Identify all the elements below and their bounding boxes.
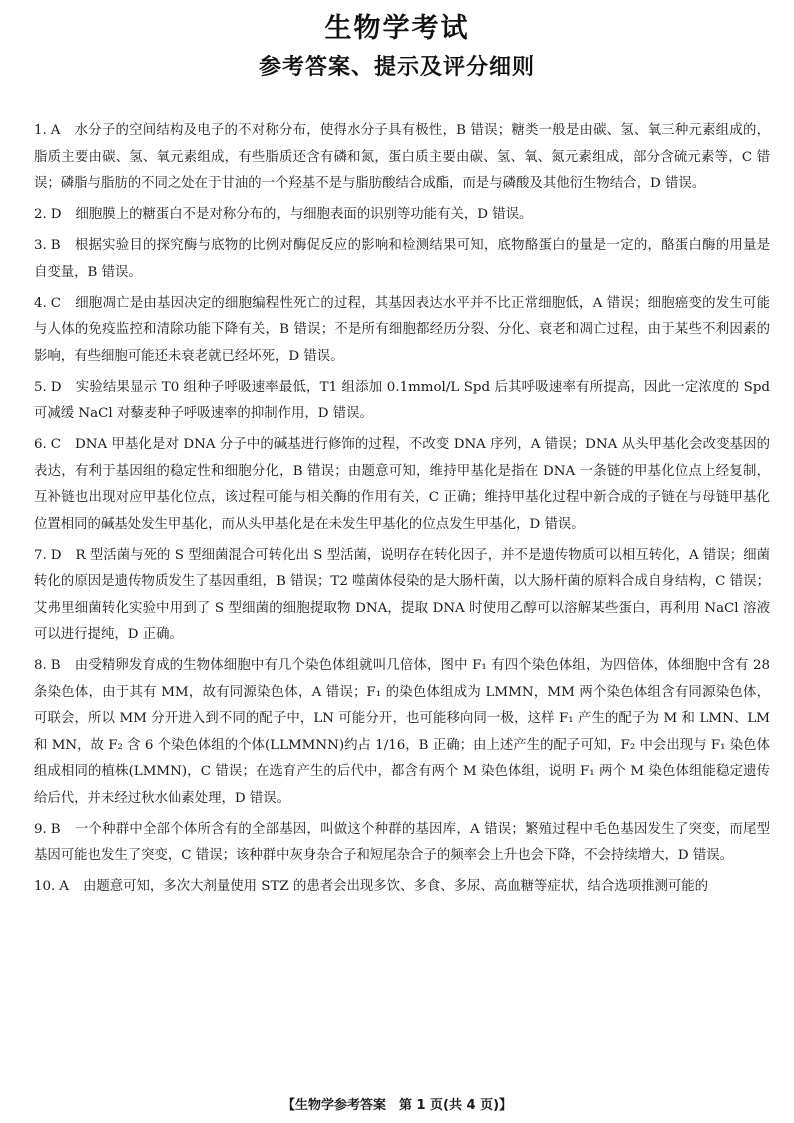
item-answer: A — [59, 879, 69, 894]
item-explanation: 细胞凋亡是由基因决定的细胞编程性死亡的过程，其基因表达水平并不比正常细胞低，A 错误；细胞癌变的发生可能与人体的免疫监控和清除功能下降有关，B 错误；不是所有细胞都经历分裂、分化、衰老和凋亡过程，由于某些不利因素的影响，有些细胞可能还未衰老就已经坏死，D 错误。 — [34, 295, 770, 364]
answer-item-5 — [34, 375, 770, 428]
item-answer: C — [50, 295, 62, 311]
page-subtitle: 参考答案、提示及评分细则 — [258, 55, 535, 80]
page-footer: 【生物学参考答案 第 1 页(共 4 页)】 — [281, 1098, 513, 1113]
item-explanation: 由题意可知，多次大剂量使用 STZ 的患者会出现多饮、多食、多尿、高血糖等症状，结合选项推测可能的 — [82, 879, 709, 894]
item-answer: D — [50, 547, 62, 563]
item-explanation: 水分子的空间结构及电子的不对称分布，使得水分子具有极性，B 错误；糖类一般是由碳、氢、氧三种元素组成的，脂质主要由碳、氢、氧元素组成，有些脂质还含有磷和氮，蛋白质主要由碳、氢、氧、氮元素组成，部分含硫元素等，C 错误；磷脂与脂肪的不同之处在于甘油的一个羟基不是与脂肪酸结合成酯，而是与磷酸及其他衍生物结合，D 错误。 — [34, 123, 770, 191]
item-number: 8. — [34, 658, 47, 673]
item-number: 3. — [34, 238, 47, 253]
item-explanation: 根据实验目的探究酶与底物的比例对酶促反应的影响和检测结果可知，底物酪蛋白的量是一定的，酪蛋白酶的用量是自变量，B 错误。 — [34, 238, 770, 280]
answer-item-1 — [34, 118, 770, 198]
item-number: 5. — [34, 379, 47, 395]
item-number: 6. — [34, 437, 47, 452]
item-explanation: 实验结果显示 T0 组种子呼吸速率最低，T1 组添加 0.1mmol/L Spd 后其呼吸速率有所提高，因此一定浓度的 Spd 可减缓 NaCl 对藜麦种子呼吸速率的抑制作用，D 错误。 — [34, 379, 770, 421]
item-number: 7. — [34, 547, 47, 563]
item-explanation: 由受精卵发育成的生物体细胞中有几个染色体组就叫几倍体，图中 F₁ 有四个染色体组，为四倍体，体细胞中含有 28 条染色体，由于其有 MM，故有同源染色体，A 错误；F₁ 的染色体组成为 LMMN，MM 两个染色体组含有同源染色体，可联会，所以 MM 分开进入到不同的配子中，LN 可能分开，也可能移向同一极，这样 F₁ 产生的配子为 M 和 LMN、LM 和 MN，故 F₂ 含 6 个染色体组的个体(LLMMNN)约占 1/16，B 正确；由上述产生的配子可知，F₂ 中会出现与 F₁ 染色体组成相同的植株(LMMN)，C 错误；在选育产生的后代中，都含有两个 M 染色体组，说明 F₁ 两个 M 染色体组能稳定遗传给后代，并未经过秋水仙素处理，D 错误。 — [34, 658, 770, 806]
item-number: 2. — [34, 207, 47, 222]
item-number: 4. — [34, 295, 47, 311]
item-answer: B — [50, 821, 61, 837]
item-answer: D — [50, 379, 62, 395]
answer-item-9 — [34, 817, 770, 870]
item-answer: A — [50, 123, 61, 138]
answer-list — [34, 118, 770, 905]
item-number: 9. — [34, 821, 47, 837]
answer-item-7 — [34, 543, 770, 649]
item-explanation: DNA 甲基化是对 DNA 分子中的碱基进行修饰的过程，不改变 DNA 序列，A 错误；DNA 从头甲基化会改变基因的表达，有利于基因组的稳定性和细胞分化，B 错误；由题意可知，维持甲基化是指在 DNA 一条链的甲基化位点上经复制，互补链也出现对应甲基化位点，该过程可能与相关酶的作用有关，C 正确；维持甲基化过程中新合成的子链在与母链甲基化位置相同的碱基处发生甲基化，而从头甲基化是在未发生甲基化的位点发生甲基化，D 错误。 — [34, 437, 770, 532]
item-number: 1. — [34, 123, 47, 138]
item-answer: D — [50, 207, 62, 222]
item-number: 10. — [34, 879, 56, 894]
answer-item-6 — [34, 432, 770, 538]
item-explanation: R 型活菌与死的 S 型细菌混合可转化出 S 型活菌，说明存在转化因子，并不是遗传物质可以相互转化，A 错误；细菌转化的原因是遗传物质发生了基因重组，B 错误；T2 噬菌体侵染的是大肠杆菌，以大肠杆菌的原料合成自身结构，C 错误；艾弗里细菌转化实验中用到了 S 型细菌的细胞提取物 DNA，提取 DNA 时使用乙醇可以溶解某些蛋白，再利用 NaCl 溶液可以进行提纯，D 正确。 — [34, 547, 770, 642]
item-explanation: 细胞膜上的糖蛋白不是对称分布的，与细胞表面的识别等功能有关，D 错误。 — [75, 207, 533, 222]
answer-item-10 — [34, 874, 770, 901]
answer-item-2 — [34, 202, 770, 229]
page-title: 生物学考试 — [324, 13, 470, 44]
item-answer: B — [50, 658, 61, 673]
answer-item-8 — [34, 653, 770, 812]
item-answer: B — [50, 238, 61, 253]
item-answer: C — [50, 437, 62, 452]
answer-item-4 — [34, 291, 770, 371]
answer-item-3 — [34, 233, 770, 286]
item-explanation: 一个种群中全部个体所含有的全部基因，叫做这个种群的基因库，A 错误；繁殖过程中毛色基因发生了突变，而尾型基因可能也发生了突变，C 错误；该种群中灰身杂合子和短尾杂合子的频率会上升也会下降，不会持续增大，D 错误。 — [34, 821, 770, 863]
